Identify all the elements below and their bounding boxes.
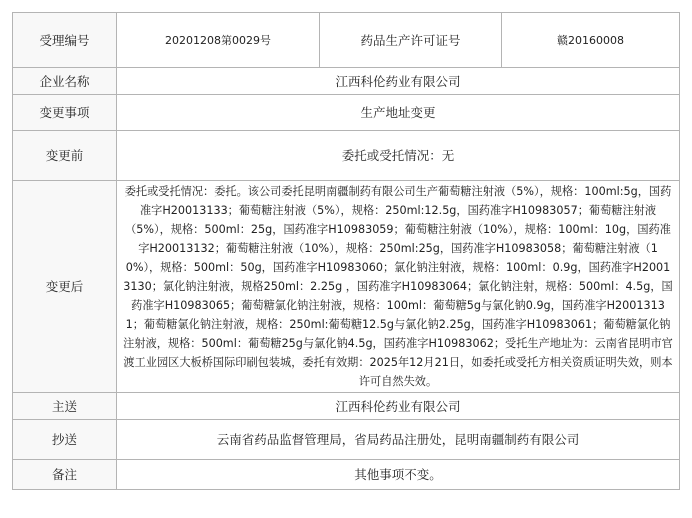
remark-value: 其他事项不变。 <box>117 460 680 490</box>
row-before-change <box>13 131 680 181</box>
cc-value: 云南省药品监督管理局，省局药品注册处，昆明南疆制药有限公司 <box>117 420 680 460</box>
change-item-value: 生产地址变更 <box>117 95 680 131</box>
before-change-value: 委托或受托情况：无 <box>117 131 680 181</box>
change-item-label: 变更事项 <box>13 95 117 131</box>
before-change-label: 变更前 <box>13 131 117 181</box>
accept-number-label: 受理编号 <box>13 13 117 68</box>
license-change-table <box>12 12 680 490</box>
row-company-name <box>13 68 680 95</box>
company-name-value: 江西科伦药业有限公司 <box>117 68 680 95</box>
row-cc <box>13 420 680 460</box>
row-accept-number <box>13 13 680 68</box>
after-change-value: 委托或受托情况：委托。该公司委托昆明南疆制药有限公司生产葡萄糖注射液（5%），规格：100ml:5g，国药准字H20013133；葡萄糖注射液（5%），规格：250ml:12.5g，国药准字H10983057；葡萄糖注射液（5%），规格：500ml：25g，国药准字H10983059；葡萄糖注射液（10%），规格：100ml：10g，国药准字H20013132；葡萄糖注射液（10%），规格：250ml:25g，国药准字H10983058；葡萄糖注射液（10%），规格：500ml：50g，国药准字H10983060；氯化钠注射液，规格：100ml：0.9g，国药准字H20013130；氯化钠注射液，规格250ml：2.25g ，国药准字H10983064；氯化钠注射，规格：500ml：4.5g，国药准字H10983065；葡萄糖氯化钠注射液，规格：100ml：葡萄糖5g与氯化钠0.9g，国药准字H20013131；葡萄糖氯化钠注射液，规格：250ml:葡萄糖12.5g与氯化钠2.25g，国药准字H10983061；葡萄糖氯化钠注射液，规格：500ml：葡萄糖25g与氯化钠4.5g，国药准字H10983062；受托生产地址为：云南省昆明市官渡工业园区大板桥国际印刷包装城，委托有效期：2025年12月21日，如委托或受托方相关资质证明失效，则本许可自然失效。 <box>117 181 680 393</box>
license-number-value: 赣20160008 <box>502 13 680 68</box>
remark-label: 备注 <box>13 460 117 490</box>
accept-number-value: 20201208第0029号 <box>117 13 320 68</box>
company-name-label: 企业名称 <box>13 68 117 95</box>
main-recipient-value: 江西科伦药业有限公司 <box>117 393 680 420</box>
row-remark <box>13 460 680 490</box>
row-main-recipient <box>13 393 680 420</box>
cc-label: 抄送 <box>13 420 117 460</box>
after-change-label: 变更后 <box>13 181 117 393</box>
row-change-item <box>13 95 680 131</box>
license-number-label: 药品生产许可证号 <box>320 13 502 68</box>
main-recipient-label: 主送 <box>13 393 117 420</box>
row-after-change <box>13 181 680 393</box>
